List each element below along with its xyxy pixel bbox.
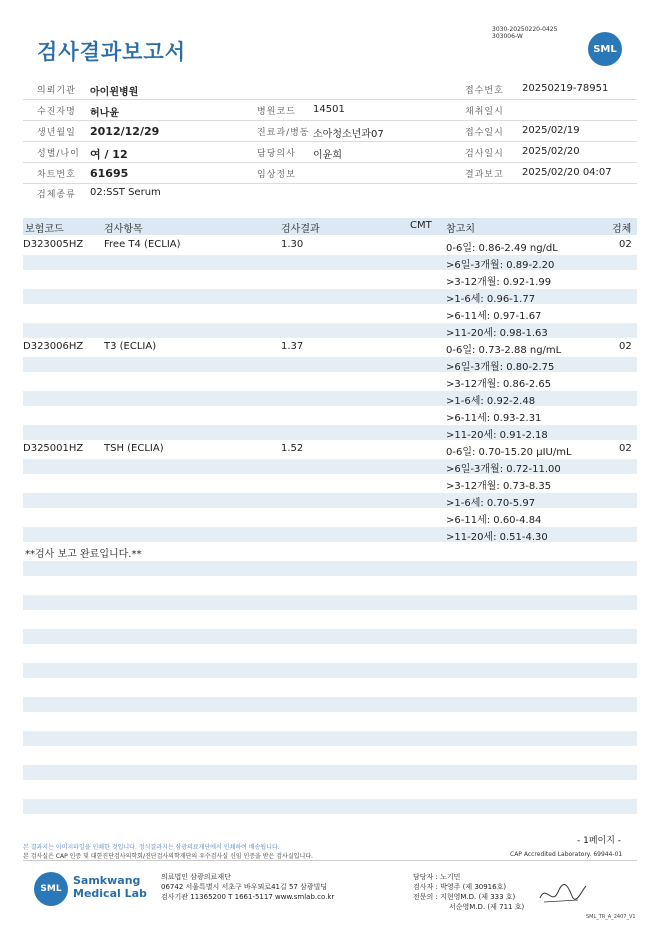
brand-line2: Medical Lab <box>73 887 147 900</box>
notice-print: 본 결과지는 이미지파일을 인쇄한 것입니다. 정식결과지는 삼광의료재단에서 인쇄하여 배송됩니다. <box>23 844 280 851</box>
report-date-label: 결과보고 <box>465 170 504 180</box>
reference-range: >1-6세: 0.70-5.97 <box>446 498 536 509</box>
reference-range: 0-6일: 0.86-2.49 ng/dL <box>446 243 558 254</box>
reference-range: >11-20세: 0.98-1.63 <box>446 328 548 339</box>
col-insurance-code: 보험코드 <box>25 224 64 235</box>
chart-number-value: 61695 <box>90 167 129 180</box>
reference-range: >1-6세: 0.96-1.77 <box>446 294 536 305</box>
staff-info <box>413 872 524 912</box>
insurance-code: D323006HZ <box>23 341 84 352</box>
receipt-date-value: 2025/02/19 <box>522 125 580 136</box>
doctor-value: 이윤희 <box>313 150 342 161</box>
test-item: T3 (ECLIA) <box>104 341 157 352</box>
staff-specialist-1: 전문의 : 지현영M.D. (제 333 호) <box>413 893 516 901</box>
test-result: 1.30 <box>281 239 304 250</box>
dob-label: 생년월일 <box>37 128 76 138</box>
insurance-code: D323005HZ <box>23 239 84 250</box>
reference-range: >6일-3개월: 0.89-2.20 <box>446 260 555 271</box>
receipt-date-label: 접수일시 <box>465 128 504 138</box>
notice-cap: 본 검사실은 CAP 인증 및 대한진단검사의학회/진단검사의학재단의 우수검사실 신임 인증을 받은 검사실입니다. <box>23 853 313 860</box>
reference-range: >6-11세: 0.60-4.84 <box>446 515 542 526</box>
header-row-1 <box>23 79 637 100</box>
report-title: 검사결과보고서 <box>37 40 187 64</box>
specimen-code: 02 <box>619 341 632 352</box>
col-cmt: CMT <box>410 220 432 231</box>
row-stripe <box>23 697 637 712</box>
clinical-info-label: 임상정보 <box>257 170 296 180</box>
page-number: - 1페이지 - <box>577 836 622 846</box>
row-stripe <box>23 663 637 678</box>
report-date-value: 2025/02/20 04:07 <box>522 167 612 178</box>
document-id-line2: 303006-W <box>492 33 523 40</box>
header-row-4 <box>23 142 637 163</box>
dob-value: 2012/12/29 <box>90 125 160 138</box>
reference-range: >6일-3개월: 0.72-11.00 <box>446 464 561 475</box>
sml-footer-logo: SML <box>34 872 68 906</box>
row-stripe <box>23 561 637 576</box>
footer-divider <box>23 860 637 861</box>
col-specimen: 검체 <box>612 224 632 235</box>
test-date-value: 2025/02/20 <box>522 146 580 157</box>
department-label: 진료과/병동 <box>257 128 310 138</box>
org-label: 의뢰기관 <box>37 86 76 96</box>
hospital-code-value: 14501 <box>313 104 345 115</box>
reference-range: >3-12개월: 0.73-8.35 <box>446 481 552 492</box>
row-stripe <box>23 731 637 746</box>
reference-range: 0-6일: 0.73-2.88 ng/mL <box>446 345 562 356</box>
doctor-label: 담당의사 <box>257 149 296 159</box>
staff-contact: 담당자 : 노기민 <box>413 873 461 881</box>
col-test-item: 검사항목 <box>104 224 143 235</box>
hospital-code-label: 병원코드 <box>257 107 296 117</box>
row-stripe <box>23 799 637 814</box>
specimen-code: 02 <box>619 443 632 454</box>
patient-name-label: 수진자명 <box>37 107 76 117</box>
form-code: SML_TR_A_2407_V1 <box>586 914 636 920</box>
lab-address <box>161 872 334 902</box>
reference-range: >3-12개월: 0.86-2.65 <box>446 379 552 390</box>
row-stripe <box>23 629 637 644</box>
collection-date-label: 채취일시 <box>465 107 504 117</box>
test-result: 1.52 <box>281 443 304 454</box>
reference-range: >6일-3개월: 0.80-2.75 <box>446 362 555 373</box>
brand-name <box>73 874 147 900</box>
address-line1: 의료법인 삼광의료재단 <box>161 873 231 881</box>
row-stripe <box>23 765 637 780</box>
header-row-3 <box>23 121 637 142</box>
sample-type-value: 02:SST Serum <box>90 187 161 198</box>
reference-range: >11-20세: 0.51-4.30 <box>446 532 548 543</box>
header-row-5 <box>23 163 637 184</box>
org-value: 아이윈병원 <box>90 87 139 98</box>
sml-logo: SML <box>588 32 622 66</box>
completion-note: **검사 보고 완료입니다.** <box>25 549 142 560</box>
receipt-number-value: 20250219-78951 <box>522 83 609 94</box>
reference-range: >3-12개월: 0.92-1.99 <box>446 277 552 288</box>
staff-tester: 검사자 : 박영주 (제 30916호) <box>413 883 507 891</box>
address-line2: 06742 서울특별시 서초구 바우뫼로41길 57 삼광빌딩 <box>161 883 328 891</box>
document-id-line1: 3030-20250220-0425 <box>492 26 558 33</box>
staff-specialist-2: 서순영M.D. (제 711 호) <box>449 903 525 911</box>
row-stripe <box>23 493 637 508</box>
test-item: Free T4 (ECLIA) <box>104 239 181 250</box>
reference-range: >1-6세: 0.92-2.48 <box>446 396 536 407</box>
results-table-header <box>23 218 637 235</box>
document-id <box>492 26 557 40</box>
chart-number-label: 차트번호 <box>37 170 76 180</box>
col-reference: 참고치 <box>446 224 475 235</box>
receipt-number-label: 접수번호 <box>465 86 504 96</box>
test-result: 1.37 <box>281 341 304 352</box>
insurance-code: D325001HZ <box>23 443 84 454</box>
test-date-label: 검사일시 <box>465 149 504 159</box>
header-row-2 <box>23 100 637 121</box>
cap-accreditation: CAP Accredited Laboratory. 69944-01 <box>510 851 623 858</box>
patient-name-value: 허나윤 <box>90 108 119 119</box>
header-row-6 <box>23 183 637 203</box>
sex-age-label: 성별/나이 <box>37 149 80 159</box>
sample-type-label: 검체종류 <box>37 190 76 200</box>
reference-range: >11-20세: 0.91-2.18 <box>446 430 548 441</box>
reference-range: >6-11세: 0.97-1.67 <box>446 311 542 322</box>
row-stripe <box>23 391 637 406</box>
sex-age-value: 여 / 12 <box>90 148 128 161</box>
signature <box>538 880 588 908</box>
department-value: 소아청소년과07 <box>313 129 384 140</box>
brand-line1: Samkwang <box>73 874 141 887</box>
address-line3: 검사기관 11365200 T 1661-5117 www.smlab.co.kr <box>161 893 335 901</box>
specimen-code: 02 <box>619 239 632 250</box>
test-item: TSH (ECLIA) <box>104 443 164 454</box>
reference-range: >6-11세: 0.93-2.31 <box>446 413 542 424</box>
reference-range: 0-6일: 0.70-15.20 µIU/mL <box>446 447 572 458</box>
row-stripe <box>23 595 637 610</box>
row-stripe <box>23 289 637 304</box>
col-result: 검사결과 <box>281 224 320 235</box>
